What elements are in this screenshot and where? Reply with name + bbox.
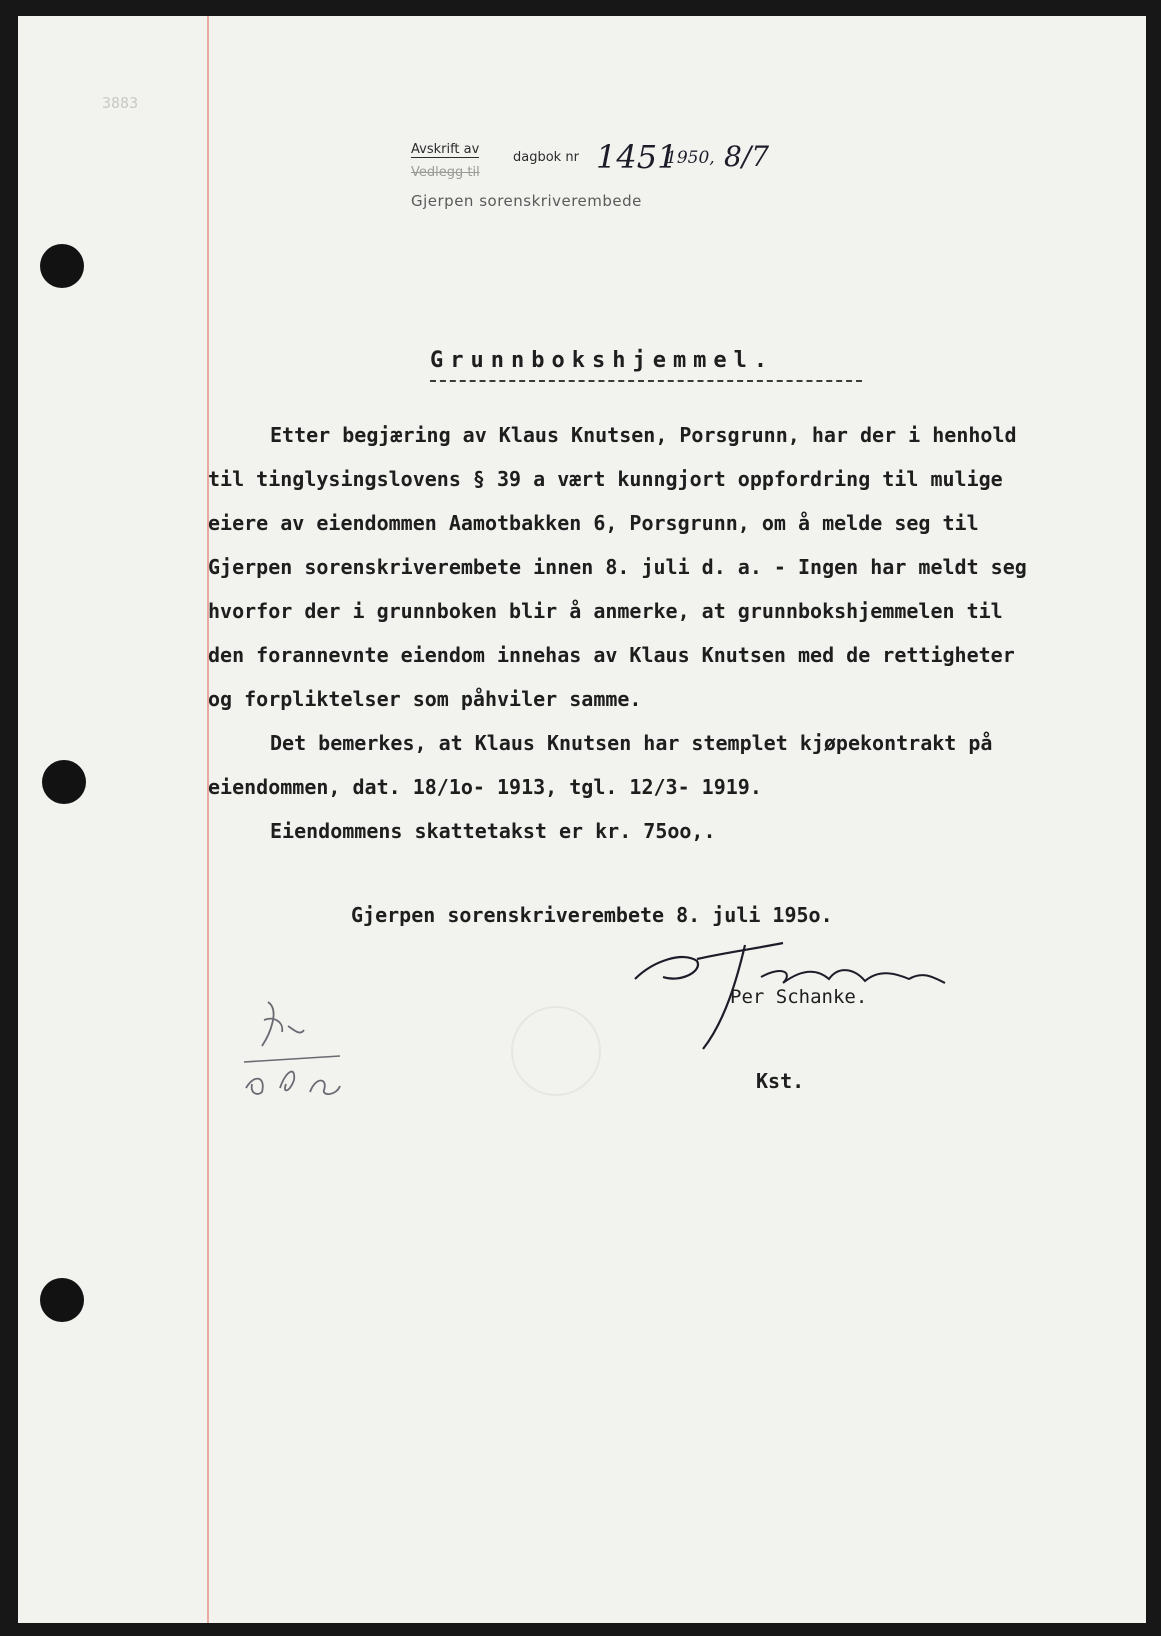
document-title: Grunnbokshjemmel.: [430, 348, 775, 373]
vedlegg-label: Vedlegg til: [411, 165, 480, 180]
title-underline: [430, 380, 862, 382]
body-line: eiendommen, dat. 18/1o- 1913, tgl. 12/3- 1919.: [208, 775, 762, 799]
faint-corner-mark: 3883: [102, 94, 139, 112]
handwritten-initials: [240, 996, 360, 1106]
signer-name: Per Schanke.: [730, 986, 868, 1008]
body-line: eiere av eiendommen Aamotbakken 6, Porsgrunn, om å melde seg til: [208, 511, 979, 535]
punch-hole: [40, 1278, 84, 1322]
body-line: hvorfor der i grunnboken blir å anmerke, at grunnbokshjemmelen til: [208, 599, 1003, 623]
body-line: og forpliktelser som påhviler samme.: [208, 687, 642, 711]
punch-hole: [40, 244, 84, 288]
dagbok-year: 1950,: [666, 148, 715, 168]
document-page: [18, 16, 1146, 1623]
body-line: Det bemerkes, at Klaus Knutsen har stemplet kjøpekontrakt på: [270, 731, 993, 755]
dagbok-date: 8/7: [724, 140, 770, 173]
dagbok-number: 1451: [596, 138, 678, 176]
margin-rule: [207, 16, 209, 1623]
body-line: Eiendommens skattetakst er kr. 75oo,.: [270, 819, 716, 843]
punch-hole: [42, 760, 86, 804]
body-line: Etter begjæring av Klaus Knutsen, Porsgrunn, har der i henhold: [270, 423, 1017, 447]
dagbok-label: dagbok nr: [513, 150, 579, 165]
body-line: til tinglysingslovens § 39 a vært kunngjort oppfordring til mulige: [208, 467, 1003, 491]
body-line: Gjerpen sorenskriverembete innen 8. juli d. a. - Ingen har meldt seg: [208, 555, 1027, 579]
avskrift-label: Avskrift av: [411, 142, 480, 157]
place-date: Gjerpen sorenskriverembete 8. juli 195o.: [351, 903, 833, 927]
body-line: den forannevnte eiendom innehas av Klaus Knutsen med de rettigheter: [208, 643, 1015, 667]
office-name: Gjerpen sorenskriverembede: [411, 192, 642, 210]
signer-title: Kst.: [756, 1069, 805, 1093]
faint-stamp: [511, 1006, 601, 1096]
